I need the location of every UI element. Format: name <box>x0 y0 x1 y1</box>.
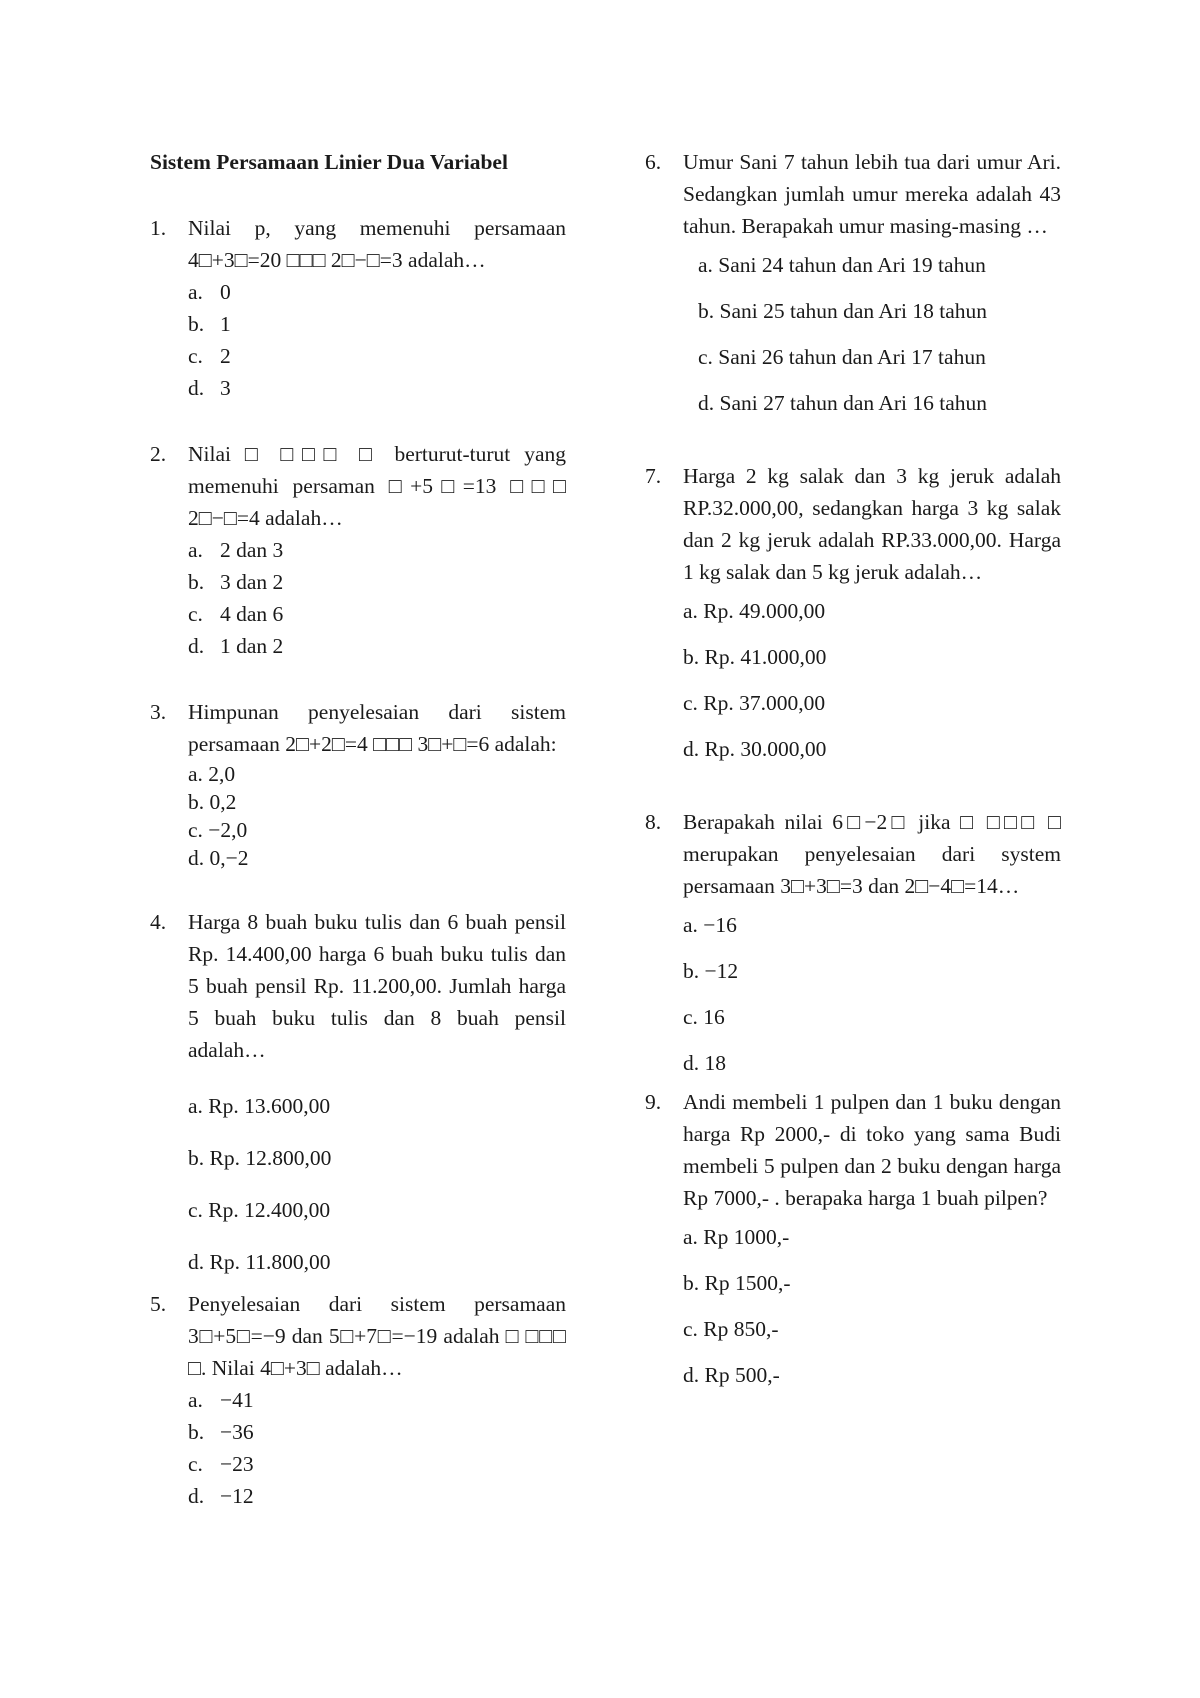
option: b. Rp 1500,- <box>683 1271 791 1295</box>
option: d. 0,−2 <box>188 846 249 870</box>
options-list <box>698 242 1061 426</box>
option: d. −12 <box>188 1484 254 1508</box>
option: d. Sani 27 tahun dan Ari 16 tahun <box>698 391 988 415</box>
option: b. 0,2 <box>188 790 237 814</box>
question-5 <box>150 1288 566 1512</box>
question-4 <box>150 906 566 1288</box>
option: b. 3 dan 2 <box>188 570 284 594</box>
option: c. 4 dan 6 <box>188 602 284 626</box>
option: b. −12 <box>683 959 739 983</box>
options-list <box>683 1214 1061 1398</box>
options-list <box>188 1384 566 1512</box>
option: d. Rp 500,- <box>683 1363 780 1387</box>
question-number: 6. <box>645 150 662 174</box>
option: c. 16 <box>683 1005 725 1029</box>
question-text: Himpunan penyelesaian dari sistem persamaan 2□+2□=4 □□□ 3□+□=6 adalah: <box>188 700 566 756</box>
option: a. −16 <box>683 913 737 937</box>
question-text: Nilai p, yang memenuhi persamaan 4□+3□=20 □□□ 2□−□=3 adalah… <box>188 216 566 272</box>
question-6 <box>645 146 1061 426</box>
question-7 <box>645 460 1061 772</box>
option: a. Sani 24 tahun dan Ari 19 tahun <box>698 253 986 277</box>
question-text: Penyelesaian dari sistem persamaan 3□+5□=−9 dan 5□+7□=−19 adalah □ □□□ □. Nilai 4□+3□ adalah… <box>188 1292 566 1380</box>
question-number: 4. <box>150 910 167 934</box>
question-8 <box>645 806 1061 1086</box>
options-list <box>683 588 1061 772</box>
option: c. −23 <box>188 1452 254 1476</box>
question-number: 1. <box>150 216 167 240</box>
question-1 <box>150 212 566 404</box>
question-number: 3. <box>150 700 167 724</box>
question-text: Andi membeli 1 pulpen dan 1 buku dengan harga Rp 2000,- di toko yang sama Budi membeli 5 pulpen dan 2 buku dengan harga Rp 7000,- . berapaka harga 1 buah pilpen? <box>683 1090 1061 1210</box>
document-title: Sistem Persamaan Linier Dua Variabel <box>150 150 508 174</box>
question-text: Umur Sani 7 tahun lebih tua dari umur Ari. Sedangkan jumlah umur mereka adalah 43 tahun. Berapakah umur masing-masing … <box>683 150 1061 238</box>
option: a. Rp. 49.000,00 <box>683 599 826 623</box>
option: b. Rp. 41.000,00 <box>683 645 827 669</box>
option: b. −36 <box>188 1420 254 1444</box>
option: d. 1 dan 2 <box>188 634 284 658</box>
options-list <box>683 902 1061 1086</box>
option: a. Rp 1000,- <box>683 1225 790 1249</box>
option: a. 2,0 <box>188 762 236 786</box>
question-text: Harga 2 kg salak dan 3 kg jeruk adalah RP.32.000,00, sedangkan harga 3 kg salak dan 2 kg jeruk adalah RP.33.000,00. Harga 1 kg salak dan 5 kg jeruk adalah… <box>683 464 1061 584</box>
options-list <box>188 1080 566 1288</box>
option: c. Rp. 37.000,00 <box>683 691 826 715</box>
question-text: Berapakah nilai 6□−2□ jika □ □□□ □ merupakan penyelesaian dari system persamaan 3□+3□=3 dan 2□−4□=14… <box>683 810 1061 898</box>
option: d. Rp. 30.000,00 <box>683 737 827 761</box>
left-column <box>150 146 566 1512</box>
option: a. 0 <box>188 280 231 304</box>
question-number: 5. <box>150 1292 167 1316</box>
question-9 <box>645 1086 1061 1398</box>
option: c. Sani 26 tahun dan Ari 17 tahun <box>698 345 986 369</box>
option: c. Rp. 12.400,00 <box>188 1198 331 1222</box>
question-number: 9. <box>645 1090 662 1114</box>
option: d. 18 <box>683 1051 726 1075</box>
option: c. 2 <box>188 344 231 368</box>
option: a. −41 <box>188 1388 254 1412</box>
question-number: 8. <box>645 810 662 834</box>
option: d. 3 <box>188 376 231 400</box>
question-number: 7. <box>645 464 662 488</box>
option: b. 1 <box>188 312 231 336</box>
question-number: 2. <box>150 442 167 466</box>
question-text: Harga 8 buah buku tulis dan 6 buah pensil Rp. 14.400,00 harga 6 buah buku tulis dan 5 buah pensil Rp. 11.200,00. Jumlah harga 5 buah buku tulis dan 8 buah pensil adalah… <box>188 910 566 1062</box>
option: d. Rp. 11.800,00 <box>188 1250 331 1274</box>
option: a. 2 dan 3 <box>188 538 284 562</box>
option: b. Rp. 12.800,00 <box>188 1146 332 1170</box>
question-text: Nilai □ □□□ □ berturut-turut yang memenuhi persaman □+5□=13 □□□ 2□−□=4 adalah… <box>188 442 566 530</box>
option: c. −2,0 <box>188 818 248 842</box>
right-column <box>645 146 1061 1398</box>
options-list <box>188 760 566 872</box>
options-list <box>188 276 566 404</box>
question-3 <box>150 696 566 872</box>
option: a. Rp. 13.600,00 <box>188 1094 331 1118</box>
options-list <box>188 534 566 662</box>
option: c. Rp 850,- <box>683 1317 779 1341</box>
option: b. Sani 25 tahun dan Ari 18 tahun <box>698 299 988 323</box>
question-2 <box>150 438 566 662</box>
